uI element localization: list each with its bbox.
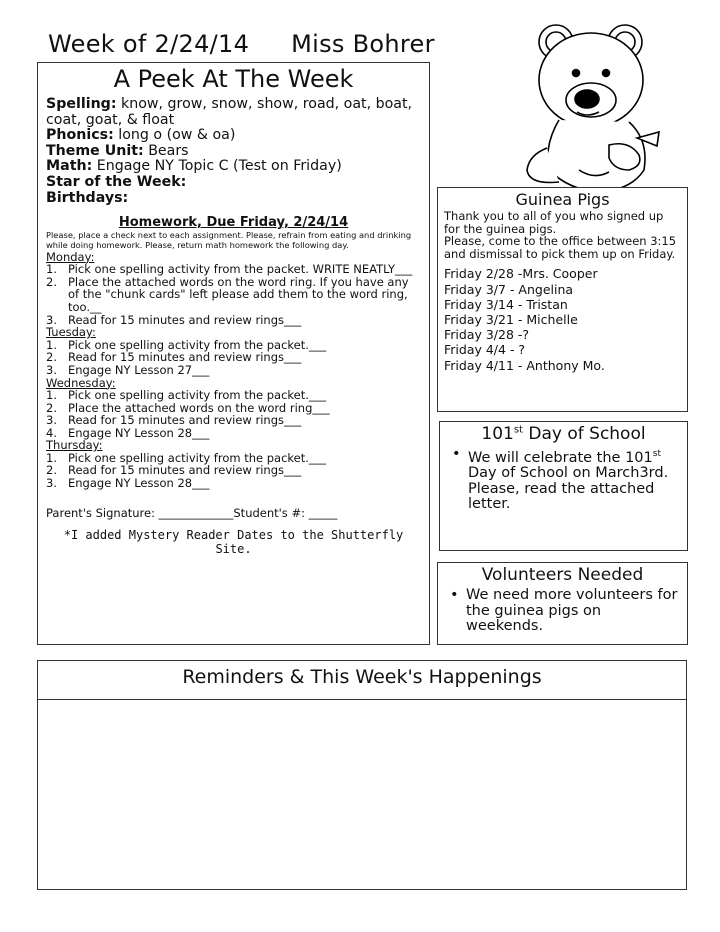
peek-title: A Peek At The Week bbox=[113, 65, 354, 93]
homework-title: Homework, Due Friday, 2/24/14 bbox=[118, 215, 349, 231]
schedule-item: Friday 4/4 - ? bbox=[444, 342, 526, 358]
task-number: 2. bbox=[46, 463, 57, 478]
guinea-title: Guinea Pigs bbox=[515, 190, 610, 209]
task-list-wednesday bbox=[46, 389, 421, 439]
volunteers-panel bbox=[437, 562, 688, 645]
schedule-item: Friday 3/14 - Tristan bbox=[444, 296, 568, 312]
guinea-pickup: Please, come to the office between 3:15 and dismissal to pick them up on Friday. bbox=[444, 234, 677, 261]
reminders-title: Reminders & This Week's Happenings bbox=[38, 661, 686, 700]
homework-intro: Please, place a check next to each assignment. Please, refrain from eating and drinking while doing homework. Please, return math homework the following day. bbox=[46, 230, 412, 250]
week-label: Week of 2/24/14 bbox=[48, 30, 250, 58]
teddy-bear-icon bbox=[519, 20, 679, 198]
task-item bbox=[46, 314, 421, 327]
hundred-title-text: Day of School bbox=[522, 424, 646, 444]
hundred-bullet-post: Day of School on March3rd. Please, read the attached letter. bbox=[468, 465, 669, 513]
task-list-thursday bbox=[46, 452, 421, 490]
hundred-title bbox=[448, 424, 679, 444]
subject-value: Bears bbox=[143, 142, 189, 159]
hundred-bullet bbox=[448, 447, 679, 513]
task-number: 2. bbox=[46, 274, 57, 289]
signature-line: Parent's Signature: _____________Student's #: _____ bbox=[46, 505, 338, 520]
subject-line bbox=[46, 144, 421, 160]
bullet-icon: • bbox=[452, 446, 461, 462]
subject-line bbox=[46, 191, 421, 207]
task-number: 4. bbox=[46, 425, 57, 440]
task-number: 1. bbox=[46, 262, 57, 277]
volunteers-bullet bbox=[446, 588, 679, 635]
schedule-item: Friday 4/11 - Anthony Mo. bbox=[444, 357, 605, 373]
hundred-title-suffix: st bbox=[513, 424, 523, 436]
subject-list bbox=[46, 97, 421, 206]
task-text: Engage NY Lesson 27___ bbox=[68, 362, 210, 377]
guinea-schedule bbox=[444, 266, 681, 372]
task-number: 3. bbox=[46, 476, 57, 491]
mystery-reader-note: *I added Mystery Reader Dates to the Shutterfly Site. bbox=[63, 527, 404, 556]
hundred-bullet-pre: We will celebrate the 101 bbox=[468, 449, 653, 466]
day-heading-wednesday: Wednesday: bbox=[46, 375, 116, 390]
task-text: Place the attached words on the word ring. If you have any of the "chunk cards" left please add them to the word ring, too.__ bbox=[68, 274, 409, 315]
task-text: Read for 15 minutes and review rings___ bbox=[68, 350, 302, 365]
task-number: 2. bbox=[46, 350, 57, 365]
task-text: Pick one spelling activity from the packet. WRITE NEATLY___ bbox=[68, 262, 413, 277]
bullet-icon: • bbox=[450, 587, 459, 603]
hundred-first-day-panel bbox=[439, 421, 688, 551]
task-text: Read for 15 minutes and review rings___ bbox=[68, 413, 302, 428]
page-header bbox=[48, 30, 435, 58]
subject-label: Theme Unit: bbox=[46, 142, 144, 159]
task-item bbox=[46, 477, 421, 490]
subject-label: Birthdays: bbox=[46, 189, 129, 206]
task-number: 3. bbox=[46, 312, 57, 327]
task-text: Engage NY Lesson 28___ bbox=[68, 476, 210, 491]
task-text: Engage NY Lesson 28___ bbox=[68, 425, 210, 440]
peek-at-week-panel bbox=[37, 62, 430, 645]
subject-line bbox=[46, 175, 421, 191]
task-item bbox=[46, 364, 421, 377]
task-list-monday bbox=[46, 263, 421, 326]
task-item bbox=[46, 427, 421, 440]
subject-label: Phonics: bbox=[46, 127, 114, 144]
guinea-pigs-panel bbox=[437, 187, 688, 412]
volunteers-title: Volunteers Needed bbox=[481, 565, 644, 585]
task-number: 3. bbox=[46, 413, 57, 428]
task-number: 3. bbox=[46, 362, 57, 377]
task-text: Pick one spelling activity from the packet.___ bbox=[68, 337, 327, 352]
schedule-item: Friday 3/28 -? bbox=[444, 327, 530, 343]
day-heading-tuesday: Tuesday: bbox=[46, 325, 96, 340]
schedule-item: Friday 2/28 -Mrs. Cooper bbox=[444, 266, 598, 282]
task-list-tuesday bbox=[46, 339, 421, 377]
task-number: 2. bbox=[46, 400, 57, 415]
task-text: Pick one spelling activity from the packet.___ bbox=[68, 388, 327, 402]
day-heading-thursday: Thursday: bbox=[46, 438, 103, 453]
volunteers-text: We need more volunteers for the guinea pigs on weekends. bbox=[466, 587, 678, 634]
schedule-item: Friday 3/7 - Angelina bbox=[444, 281, 574, 297]
subject-line bbox=[46, 128, 421, 144]
task-text: Pick one spelling activity from the packet.___ bbox=[68, 450, 327, 465]
subject-label: Math: bbox=[46, 158, 93, 175]
task-number: 1. bbox=[46, 337, 57, 352]
task-number: 1. bbox=[46, 388, 57, 402]
hundred-bullet-suffix: st bbox=[652, 449, 661, 459]
hundred-title-number: 101 bbox=[481, 424, 514, 444]
reminders-panel bbox=[37, 660, 687, 890]
subject-value: Engage NY Topic C (Test on Friday) bbox=[92, 158, 342, 175]
task-number: 1. bbox=[46, 450, 57, 465]
task-text: Place the attached words on the word ring___ bbox=[68, 400, 330, 415]
day-heading-monday: Monday: bbox=[46, 249, 95, 264]
subject-line bbox=[46, 97, 421, 128]
subject-label: Spelling: bbox=[46, 96, 117, 112]
subject-label: Star of the Week: bbox=[46, 173, 187, 190]
subject-line bbox=[46, 159, 421, 175]
teacher-name: Miss Bohrer bbox=[291, 30, 435, 58]
subject-value: know, grow, snow, show, road, oat, boat, coat, goat, & float bbox=[46, 96, 413, 128]
task-text: Read for 15 minutes and review rings___ bbox=[68, 312, 302, 327]
schedule-item: Friday 3/21 - Michelle bbox=[444, 311, 578, 327]
subject-value: long o (ow & oa) bbox=[113, 127, 236, 144]
task-item bbox=[46, 276, 421, 314]
task-text: Read for 15 minutes and review rings___ bbox=[68, 463, 302, 478]
guinea-thanks: Thank you to all of you who signed up for the guinea pigs. bbox=[444, 209, 664, 236]
